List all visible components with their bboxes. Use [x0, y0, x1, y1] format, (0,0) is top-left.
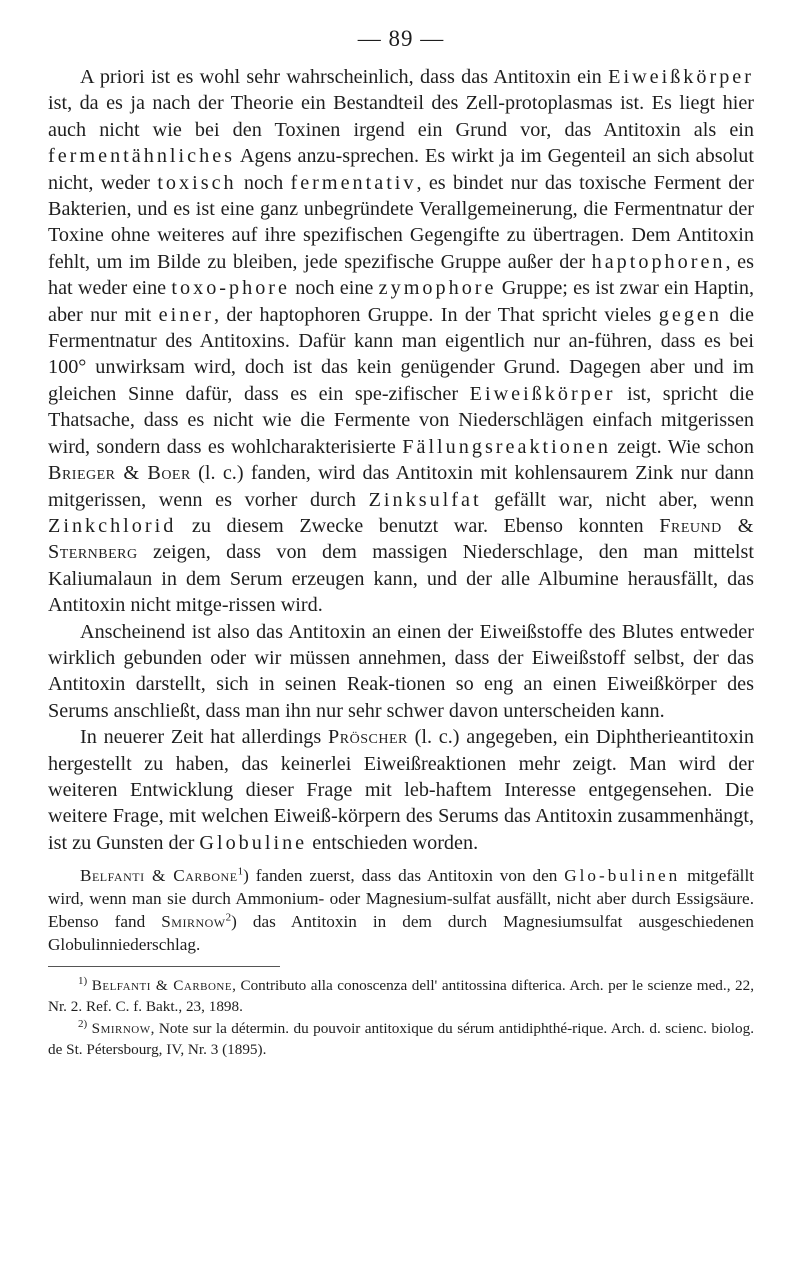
spaced-term: Zinkchlorid	[48, 514, 177, 537]
text-run: ) fanden zuerst, dass das Antitoxin von den	[243, 866, 565, 886]
main-text	[48, 64, 754, 856]
author-name: Freund & Sternberg	[48, 514, 754, 564]
text-run: , es hat weder eine	[48, 250, 754, 300]
author-name: Smirnow	[91, 1020, 151, 1038]
text-run: noch	[236, 171, 291, 194]
spaced-term: toxo-phore	[171, 277, 290, 300]
paragraph-2: Anscheinend ist also das Antitoxin an einen der Eiweißstoffe des Blutes entweder wirklich gebunden oder wir müssen annehmen, dass der Eiweißstoff selbst, der das Antitoxin darstellt, sich in seinen Reak-tionen so eng an einen Eiweißkörper des Serums anschließt, dass man ihn nur sehr schwer davon unterscheiden kann.	[48, 620, 754, 722]
small-print-section	[48, 864, 754, 956]
paragraph-1	[48, 64, 754, 619]
spaced-term: Glo-bulinen	[564, 866, 681, 886]
footnote-1	[48, 975, 754, 1017]
spaced-term: haptophoren	[591, 250, 726, 273]
footnote-ref[interactable]: 2	[225, 911, 232, 924]
spaced-term: gegen	[658, 303, 722, 326]
spaced-term: Globuline	[199, 831, 308, 854]
text-run: mitgefällt wird, wenn man sie durch Ammonium- oder Magnesium-sulfat ausfällt, nicht aber durch Essigsäure. Ebenso fand	[48, 866, 755, 932]
footnote-2	[48, 1018, 754, 1060]
text-run: (l. c.) fanden, wird das Antitoxin mit kohlensaurem Zink nur dann mitgerissen, wenn es vorher durch	[48, 462, 754, 511]
text-run: , der haptophoren Gruppe. In der That spricht vieles	[214, 303, 659, 326]
footnote-text: , Contributo alla conoscenza dell' antitossina difterica. Arch. per le scienze med., 22, Nr. 2. Ref. C. f. Bakt., 23, 1898.	[48, 977, 755, 1016]
text-run: entschieden worden.	[307, 831, 479, 854]
book-page	[48, 26, 754, 1061]
text-run: noch eine	[289, 277, 379, 300]
text-run: zu diesem Zwecke benutzt war. Ebenso konnten	[176, 514, 660, 537]
spaced-term: fermentativ	[290, 171, 417, 194]
text-run: A priori ist es wohl sehr wahrscheinlich, dass das Antitoxin ein	[80, 66, 609, 88]
spaced-term: Zinksulfat	[368, 488, 482, 511]
text-run: Agens anzu-sprechen. Es wirkt ja im Gegenteil an sich absolut nicht, weder	[48, 145, 754, 194]
text-run: , es bindet nur das toxische Ferment der Bakterien, und es ist eine ganz unbegründete Verallgemeinerung, die Fermentnatur der Toxine ohne weiteres auf ihre spezifischen Gegengifte zu übertragen. Dem Antitoxin fehlt, um im Bilde zu bleiben, jede spezifische Gruppe außer der	[48, 171, 754, 273]
footnote-mark: 1)	[78, 975, 88, 988]
author-name: Belfanti & Carbone	[91, 977, 233, 995]
spaced-term: zymophore	[378, 277, 497, 300]
paragraph-3	[48, 724, 754, 856]
text-run: zeigen, dass von dem massigen Niederschlage, den man mittelst Kaliumalaun in dem Serum erzeugen kann, und der alle Albumine herausfällt, das Antitoxin nicht mitge-rissen wird.	[48, 541, 754, 617]
text-run: ) das Antitoxin in dem durch Magnesiumsulfat ausgeschiedenen Globulinniederschlag.	[48, 912, 754, 955]
footnotes	[48, 975, 754, 1060]
spaced-term: fermentähnliches	[48, 145, 236, 168]
text-run: In neuerer Zeit hat allerdings	[80, 726, 329, 749]
text-run: ist, spricht die Thatsache, dass es nicht wie die Fermente von Niederschlägen einfach mitgerissen wird, sondern dass es wohlcharakterisierte	[48, 382, 754, 458]
spaced-term: Eiweißkörper	[608, 66, 754, 88]
author-name: Belfanti & Carbone	[80, 866, 238, 886]
text-run: ist, da es ja nach der Theorie ein Bestandteil des Zell-protoplasmas ist. Es liegt hier auch nicht wie bei den Toxinen irgend ein Grund vor, das Antitoxin als ein	[48, 92, 754, 141]
footnote-divider	[48, 966, 280, 967]
paragraph-4	[48, 864, 754, 956]
text-run: Gruppe; es ist zwar ein Haptin, aber nur mit	[48, 277, 754, 326]
spaced-term: Eiweißkörper	[469, 382, 616, 405]
page-number: — 89 —	[357, 26, 445, 51]
author-name: Brieger & Boer	[48, 462, 191, 485]
text-run: zeigt. Wie schon	[611, 435, 754, 458]
author-name: Pröscher	[328, 726, 408, 749]
text-run: die Fermentnatur des Antitoxins. Dafür kann man eigentlich nur an-führen, dass es bei 100° unwirksam wird, doch ist das kein genügender Grund. Dagegen aber und im gleichen Sinne dafür, dass es ein spe-zifischer	[48, 303, 754, 405]
footnote-ref[interactable]: 1	[237, 865, 244, 878]
spaced-term: Fällungsreaktionen	[402, 435, 612, 458]
spaced-term: toxisch	[157, 171, 237, 194]
footnote-mark: 2)	[78, 1018, 88, 1031]
spaced-term: einer	[158, 303, 214, 326]
text-run: (l. c.) angegeben, ein Diphtherieantitoxin hergestellt zu haben, das keinerlei Eiweißreaktionen mehr zeigt. Man wird der weiteren Entwicklung dieser Frage mit leb-haftem Interesse entgegensehen. Die weitere Frage, mit welchen Eiweiß-körpern des Serums das Antitoxin zusammenhängt, ist zu Gunsten der	[48, 726, 754, 854]
author-name: Smirnow	[161, 912, 226, 932]
footnote-text: , Note sur la détermin. du pouvoir antitoxique du sérum antidiphthé-rique. Arch. d. scienc. biolog. de St. Pétersbourg, IV, Nr. 3 (1895).	[48, 1020, 755, 1059]
text-run: gefällt war, nicht aber, wenn	[481, 488, 754, 511]
